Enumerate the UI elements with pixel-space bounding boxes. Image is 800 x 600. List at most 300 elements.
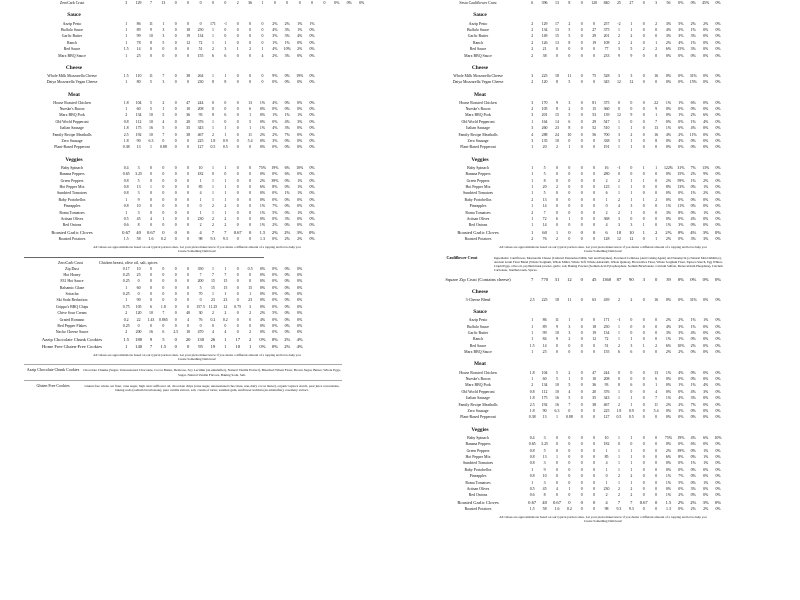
nutrition-value: 7% [678, 474, 684, 479]
nutrition-value: 1 [531, 350, 534, 355]
nutrition-value: 0 [224, 107, 227, 112]
item-name: Square Zip Crust (Contains cheese) [445, 276, 511, 282]
item-name: Grippo's BBQ Chips [55, 304, 89, 309]
nutrition-value: 2 [630, 493, 633, 498]
nutrition-value: 90 [136, 298, 141, 303]
nutrition-value: 1 [655, 237, 658, 242]
nutrition-value: 29 [592, 119, 597, 124]
nutrition-value: 0% [678, 107, 684, 112]
nutrition-value: 2% [665, 402, 672, 407]
nutrition-value: 40 [542, 499, 547, 505]
nutrition-value: 13 [654, 370, 659, 375]
nutrition-value: 0 [249, 178, 252, 183]
nutrition-value: 0 [605, 474, 608, 479]
nutrition-value: 0% [715, 100, 721, 105]
nutrition-value: 8 [617, 383, 620, 388]
nutrition-value: 1% [690, 324, 696, 329]
nutrition-value: 0 [261, 80, 264, 85]
nutrition-value: 1 [630, 467, 633, 472]
nutrition-value: 0% [703, 402, 709, 407]
nutrition-value: 3% [678, 408, 684, 413]
nutrition-value: 0 [593, 47, 596, 52]
nutrition-value: 1 [531, 119, 534, 124]
nutrition-value: 0 [580, 172, 583, 177]
nutrition-value: 2 [605, 178, 608, 183]
nutrition-value: 20 [186, 119, 191, 124]
nutrition-value: 467 [197, 132, 204, 137]
nutrition-value: 0 [556, 480, 558, 485]
nutrition-value: 0 [162, 229, 165, 235]
item-name: Baby Spinach [467, 435, 489, 440]
nutrition-value: 0 [655, 337, 658, 342]
nutrition-value: 0% [703, 350, 709, 355]
nutrition-value: 2 [605, 493, 608, 498]
nutrition-value: 1 [642, 223, 645, 228]
nutrition-value: 30 [198, 311, 203, 316]
nutrition-value: 155 [197, 53, 204, 58]
nutrition-value: 39% [677, 448, 685, 453]
nutrition-value: 0 [236, 73, 239, 78]
nutrition-value: 0 [617, 370, 620, 375]
nutrition-value: 0% [284, 100, 290, 105]
nutrition-value: 13 [136, 145, 141, 150]
ingredient-row [24, 364, 342, 379]
nutrition-value: 0% [715, 493, 721, 498]
item-name: Buffalo Sauce [60, 27, 84, 32]
nutrition-value: 0% [678, 191, 684, 196]
nutrition-value: 0 [580, 297, 583, 302]
nutrition-value: 0 [261, 34, 264, 39]
nutrition-value: 0% [272, 304, 278, 309]
nutrition-value: 3 [630, 73, 633, 78]
nutrition-value: 0% [665, 197, 672, 202]
nutrition-value: 7 [199, 272, 202, 277]
nutrition-value: 1 [605, 467, 608, 472]
nutrition-value: 9.3 [210, 237, 216, 242]
nutrition-value: 3% [272, 34, 278, 39]
nutrition-value: 7 [162, 132, 165, 137]
table-row [430, 236, 730, 242]
table-row [430, 498, 730, 505]
nutrition-value: 0 [249, 191, 252, 196]
nutrition-value: 7 [568, 402, 571, 407]
nutrition-value: 3% [678, 331, 684, 336]
nutrition-value: 52 [592, 126, 597, 131]
nutrition-value: 7 [543, 210, 546, 215]
nutrition-value: 0 [580, 461, 583, 466]
nutrition-value: 15 [223, 279, 228, 284]
item-name: Baby Spinach [467, 165, 489, 170]
nutrition-value: 47 [186, 100, 191, 105]
nutrition-value: 1 [642, 343, 645, 348]
nutrition-value: 1 [531, 185, 534, 189]
nutrition-value: 2% [665, 229, 672, 235]
item-name: Marx BBQ Sauce [464, 53, 492, 58]
nutrition-value: 1 [531, 480, 534, 485]
nutrition-value: 4 [617, 204, 620, 209]
nutrition-value: 0 [642, 73, 645, 78]
nutrition-value: 0 [162, 139, 165, 144]
nutrition-value: 56 [666, 1, 671, 6]
table-row [430, 414, 730, 420]
nutrition-value: 0 [162, 285, 165, 290]
nutrition-value: 0 [150, 292, 152, 297]
nutrition-value: 0% [259, 304, 266, 309]
nutrition-value: 0 [568, 229, 571, 235]
nutrition-value: 250 [197, 27, 204, 32]
item-name: Nueske's Bacon [465, 377, 491, 382]
nutrition-value: 200 [197, 279, 204, 284]
nutrition-value: 0 [174, 266, 177, 271]
nutrition-value: 0.8 [123, 204, 129, 209]
nutrition-value: 1 [224, 191, 227, 196]
nutrition-value: 0 [580, 132, 583, 137]
nutrition-value: 0 [236, 298, 239, 303]
nutrition-value: 0% [284, 73, 290, 78]
item-name: Sundried Tomatoes [462, 191, 494, 196]
nutrition-value: 0% [715, 377, 721, 382]
nutrition-value: 20 [542, 185, 547, 189]
nutrition-value: 0 [568, 474, 571, 479]
nutrition-value: 0 [593, 408, 596, 413]
item-name: Ranch [473, 40, 483, 45]
nutrition-value: 0 [150, 47, 152, 52]
nutrition-value: 2 [224, 311, 227, 316]
nutrition-value: 0% [309, 178, 315, 183]
section-title: Cheese [471, 288, 489, 295]
nutrition-value: 2% [297, 237, 303, 242]
nutrition-value: 19 [186, 34, 191, 39]
nutrition-value: 12 [616, 237, 621, 242]
nutrition-value: 2 [211, 204, 214, 209]
nutrition-value: 16 [654, 73, 659, 78]
nutrition-value: 0 [249, 204, 252, 209]
nutrition-value: 1 [531, 318, 534, 323]
nutrition-value: 0 [630, 442, 633, 447]
nutrition-value: 0 [568, 454, 571, 459]
nutrition-value: 1 [236, 47, 239, 52]
item-name: Nacho Cheese Sauce [55, 330, 89, 335]
nutrition-value: 0% [297, 197, 303, 202]
nutrition-value: 192 [541, 402, 548, 407]
nutrition-value: 0% [284, 204, 290, 209]
nutrition-value: 0 [593, 21, 596, 26]
nutrition-value: 0% [715, 223, 721, 228]
nutrition-value: 0% [678, 216, 684, 221]
nutrition-value: 1% [272, 113, 278, 118]
nutrition-value: 0.8 [123, 178, 129, 183]
nutrition-value: 0% [272, 216, 278, 221]
nutrition-value: 0% [715, 139, 721, 144]
nutrition-value: 0% [715, 119, 721, 124]
nutrition-value: 12 [629, 80, 634, 85]
nutrition-value: 0 [174, 279, 177, 284]
nutrition-value: 0% [309, 80, 315, 85]
nutrition-value: 2% [665, 40, 672, 45]
nutrition-value: 0% [690, 415, 696, 420]
nutrition-value: 0 [236, 317, 239, 322]
nutrition-value: 5 [556, 370, 558, 375]
nutrition-value: 2.5 [123, 132, 129, 137]
nutrition-value: 4% [703, 383, 709, 388]
nutrition-value: 12 [592, 337, 597, 342]
nutrition-value: 21 [542, 47, 547, 52]
nutrition-value: 5 [137, 178, 140, 183]
item-name: Pineapples [63, 204, 81, 209]
crust-header-row [24, 0, 365, 6]
nutrition-value: 0 [187, 324, 190, 329]
nutrition-value: 0 [162, 272, 165, 277]
nutrition-value: 0.8 [123, 185, 129, 189]
nutrition-value: 85 [198, 185, 203, 189]
nutrition-value: 1% [297, 21, 303, 26]
nutrition-value: 2 [236, 1, 239, 6]
nutrition-value: 9 [556, 337, 558, 342]
nutrition-value: 0 [162, 178, 165, 183]
nutrition-value: 10 [149, 113, 153, 118]
nutrition-value: 8 [211, 80, 214, 85]
nutrition-value: 0 [593, 139, 596, 144]
nutrition-value: 0 [593, 165, 596, 170]
nutrition-value: 0% [715, 402, 721, 407]
nutrition-value: 0% [309, 191, 315, 196]
nutrition-value: 0 [298, 1, 301, 6]
nutrition-value: 0% [297, 100, 303, 105]
nutrition-value: 19 [592, 40, 597, 45]
item-name: Zero Sausage [467, 408, 489, 413]
item-name: Roma Tomatoes [59, 210, 85, 215]
item-name: Grated Romano [59, 317, 85, 322]
nutrition-value: 1% [703, 318, 709, 323]
nutrition-value: 0 [236, 172, 239, 177]
nutrition-value: 0% [690, 448, 696, 453]
nutrition-value: 0% [259, 344, 266, 350]
nutrition-value: 2 [630, 34, 633, 39]
nutrition-value: 0% [690, 454, 696, 459]
item-name: Buffalo Sauce [466, 324, 490, 329]
nutrition-value: 2 [556, 145, 558, 150]
nutrition-value: 0 [162, 266, 165, 271]
nutrition-value: 0 [187, 216, 190, 221]
nutrition-value: 10 [555, 139, 559, 144]
nutrition-value: 0 [568, 442, 571, 447]
nutrition-value: 0.5 [616, 415, 622, 420]
nutrition-value: 38 [592, 402, 597, 407]
nutrition-value: 10 [136, 266, 141, 271]
nutrition-value: 5 [630, 47, 633, 52]
nutrition-value: 1.6 [148, 237, 154, 242]
nutrition-value: 1 [556, 454, 558, 459]
nutrition-value: 134 [197, 34, 204, 39]
nutrition-value: 250 [603, 324, 610, 329]
item-name: Baby Portobellos [464, 467, 492, 472]
nutrition-value: 1 [617, 435, 620, 440]
nutrition-value: 0 [593, 318, 596, 323]
nutrition-value: 1.5 [665, 499, 672, 505]
nutrition-value: 0 [642, 139, 645, 144]
nutrition-value: 0 [187, 304, 190, 309]
nutrition-value: 1 [630, 197, 633, 202]
nutrition-value: 0% [715, 178, 721, 183]
nutrition-value: 125 [603, 185, 610, 189]
nutrition-value: 1 [125, 285, 128, 290]
nutrition-value: 3 [531, 139, 534, 144]
nutrition-value: 1.8 [123, 126, 129, 131]
nutrition-value: 0% [715, 237, 721, 242]
nutrition-value: 5% [678, 21, 684, 26]
nutrition-value: 1 [555, 229, 559, 235]
nutrition-value: 0 [174, 191, 177, 196]
nutrition-value: 0% [703, 80, 709, 85]
nutrition-value: 0% [309, 204, 315, 209]
nutrition-value: 0 [261, 27, 264, 32]
nutrition-value: 130 [197, 336, 204, 342]
nutrition-value: 129 [135, 1, 142, 6]
nutrition-value: 0 [642, 493, 645, 498]
nutrition-value: 2% [678, 493, 684, 498]
nutrition-value: 0 [593, 185, 596, 189]
nutrition-value: 0 [642, 204, 645, 209]
nutrition-value: 3% [284, 126, 290, 131]
item-name: Nueske's Bacon [465, 107, 491, 112]
nutrition-value: 0% [715, 415, 721, 420]
nutrition-value: 0% [284, 80, 290, 85]
nutrition-value: 0% [272, 80, 278, 85]
nutrition-value: 0 [236, 126, 239, 131]
nutrition-value: 0 [162, 53, 165, 58]
nutrition-value: 0 [556, 343, 558, 348]
nutrition-value: 0 [162, 172, 165, 177]
nutrition-value: 0.5 [210, 145, 216, 150]
nutrition-value: 38 [186, 132, 191, 137]
nutrition-value: 0% [715, 27, 721, 32]
nutrition-value: 2 [531, 27, 534, 32]
nutrition-value: 0 [174, 53, 177, 58]
nutrition-value: 75% [258, 165, 267, 170]
item-name: Zero Sausage [61, 139, 83, 144]
nutrition-value: 1 [630, 27, 633, 32]
nutrition-value: 3 [617, 139, 620, 144]
nutrition-value: 0 [236, 53, 239, 58]
nutrition-value: 13 [161, 1, 166, 6]
nutrition-value: 0% [715, 210, 721, 215]
nutrition-value: 93 [198, 113, 203, 118]
nutrition-value: 1 [568, 486, 571, 491]
nutrition-value: 75 [592, 73, 597, 78]
nutrition-value: 2% [677, 499, 684, 505]
nutrition-value: 0% [703, 216, 709, 221]
nutrition-value: 0 [642, 324, 645, 329]
nutrition-value: 7 [655, 396, 658, 401]
nutrition-value: 0 [568, 185, 571, 189]
nutrition-value: 1% [259, 223, 266, 228]
nutrition-value: 6 [224, 113, 227, 118]
nutrition-value: 0 [580, 331, 583, 336]
nutrition-value: 0 [236, 272, 239, 277]
nutrition-value: 10 [149, 34, 153, 39]
nutrition-value: 338 [603, 139, 610, 144]
nutrition-value: 0 [150, 223, 152, 228]
nutrition-value: 0 [642, 53, 645, 58]
nutrition-value: 0 [187, 145, 190, 150]
section-title: Cheese [471, 64, 489, 71]
nutrition-value: 1 [162, 107, 165, 112]
nutrition-value: 0 [642, 396, 645, 401]
nutrition-value: 16 [654, 297, 659, 302]
nutrition-value: 60 [136, 285, 141, 290]
nutrition-value: 11 [654, 402, 658, 407]
nutrition-value: 1 [642, 229, 645, 235]
nutrition-value: 0 [174, 185, 177, 189]
nutrition-value: 1% [690, 461, 696, 466]
item-name: Azzip Pesto [468, 21, 488, 26]
item-name: Hot Pepper Mix [465, 185, 491, 189]
nutrition-value: 0% [715, 389, 721, 394]
nutrition-value: 0 [642, 40, 645, 45]
nutrition-value: 0% [284, 197, 290, 202]
nutrition-value: 59% [677, 178, 685, 183]
nutrition-value: 0% [678, 442, 684, 447]
nutrition-value: 20 [592, 389, 597, 394]
nutrition-value: 0% [690, 197, 696, 202]
nutrition-value: 5.4 [653, 408, 659, 413]
nutrition-value: 128 [603, 237, 610, 242]
nutrition-value: 0% [715, 165, 721, 170]
nutrition-value: 0% [284, 107, 290, 112]
nutrition-value: 0% [703, 324, 709, 329]
nutrition-value: 0 [580, 408, 583, 413]
nutrition-value: 3 [137, 210, 140, 215]
nutrition-value: 0 [236, 191, 239, 196]
nutrition-value: 4% [297, 34, 303, 39]
nutrition-value: 122% [663, 165, 674, 170]
nutrition-value: 7 [630, 499, 633, 505]
nutrition-value: 0 [224, 172, 227, 177]
nutrition-value: 0.6 [123, 223, 129, 228]
nutrition-value: 1 [211, 197, 214, 202]
nutrition-value: 3% [690, 237, 696, 242]
nutrition-value: 0% [272, 237, 278, 242]
nutrition-value: 1 [630, 480, 633, 485]
nutrition-value: 0 [617, 107, 620, 112]
nutrition-value: 3% [272, 139, 278, 144]
nutrition-value: 5 [568, 27, 571, 32]
nutrition-value: 1 [655, 40, 658, 45]
nutrition-value: 2 [617, 474, 620, 479]
nutrition-value: 0 [655, 216, 658, 221]
nutrition-value: 0% [703, 474, 709, 479]
nutrition-value: 0 [187, 178, 190, 183]
nutrition-value: 9% [703, 172, 709, 177]
item-name: Roma Tomatoes [465, 480, 491, 485]
nutrition-value: 0 [642, 119, 645, 124]
nutrition-value: 345 [603, 80, 610, 85]
nutrition-value: 2 [568, 21, 571, 26]
nutrition-value: 9 [655, 107, 658, 112]
nutrition-value: 0% [284, 304, 290, 309]
nutrition-value: 5 [150, 100, 152, 105]
nutrition-value: 0 [236, 178, 239, 183]
nutrition-value: 2 [125, 311, 128, 316]
nutrition-value: 1% [297, 210, 303, 215]
nutrition-value: 0% [678, 389, 684, 394]
nutrition-value: 7% [272, 204, 278, 209]
nutrition-value: 0% [715, 132, 721, 137]
disclaimer-note: All values are approximations based on our typical portion sizes. Let your pizza maker know if you desire a different amount of a topping and let us help you Create Something Delicious! [499, 245, 707, 254]
nutrition-value: 0.4 [123, 165, 129, 170]
nutrition-value: 1 [630, 185, 633, 189]
nutrition-value: 0.88 [565, 415, 573, 420]
